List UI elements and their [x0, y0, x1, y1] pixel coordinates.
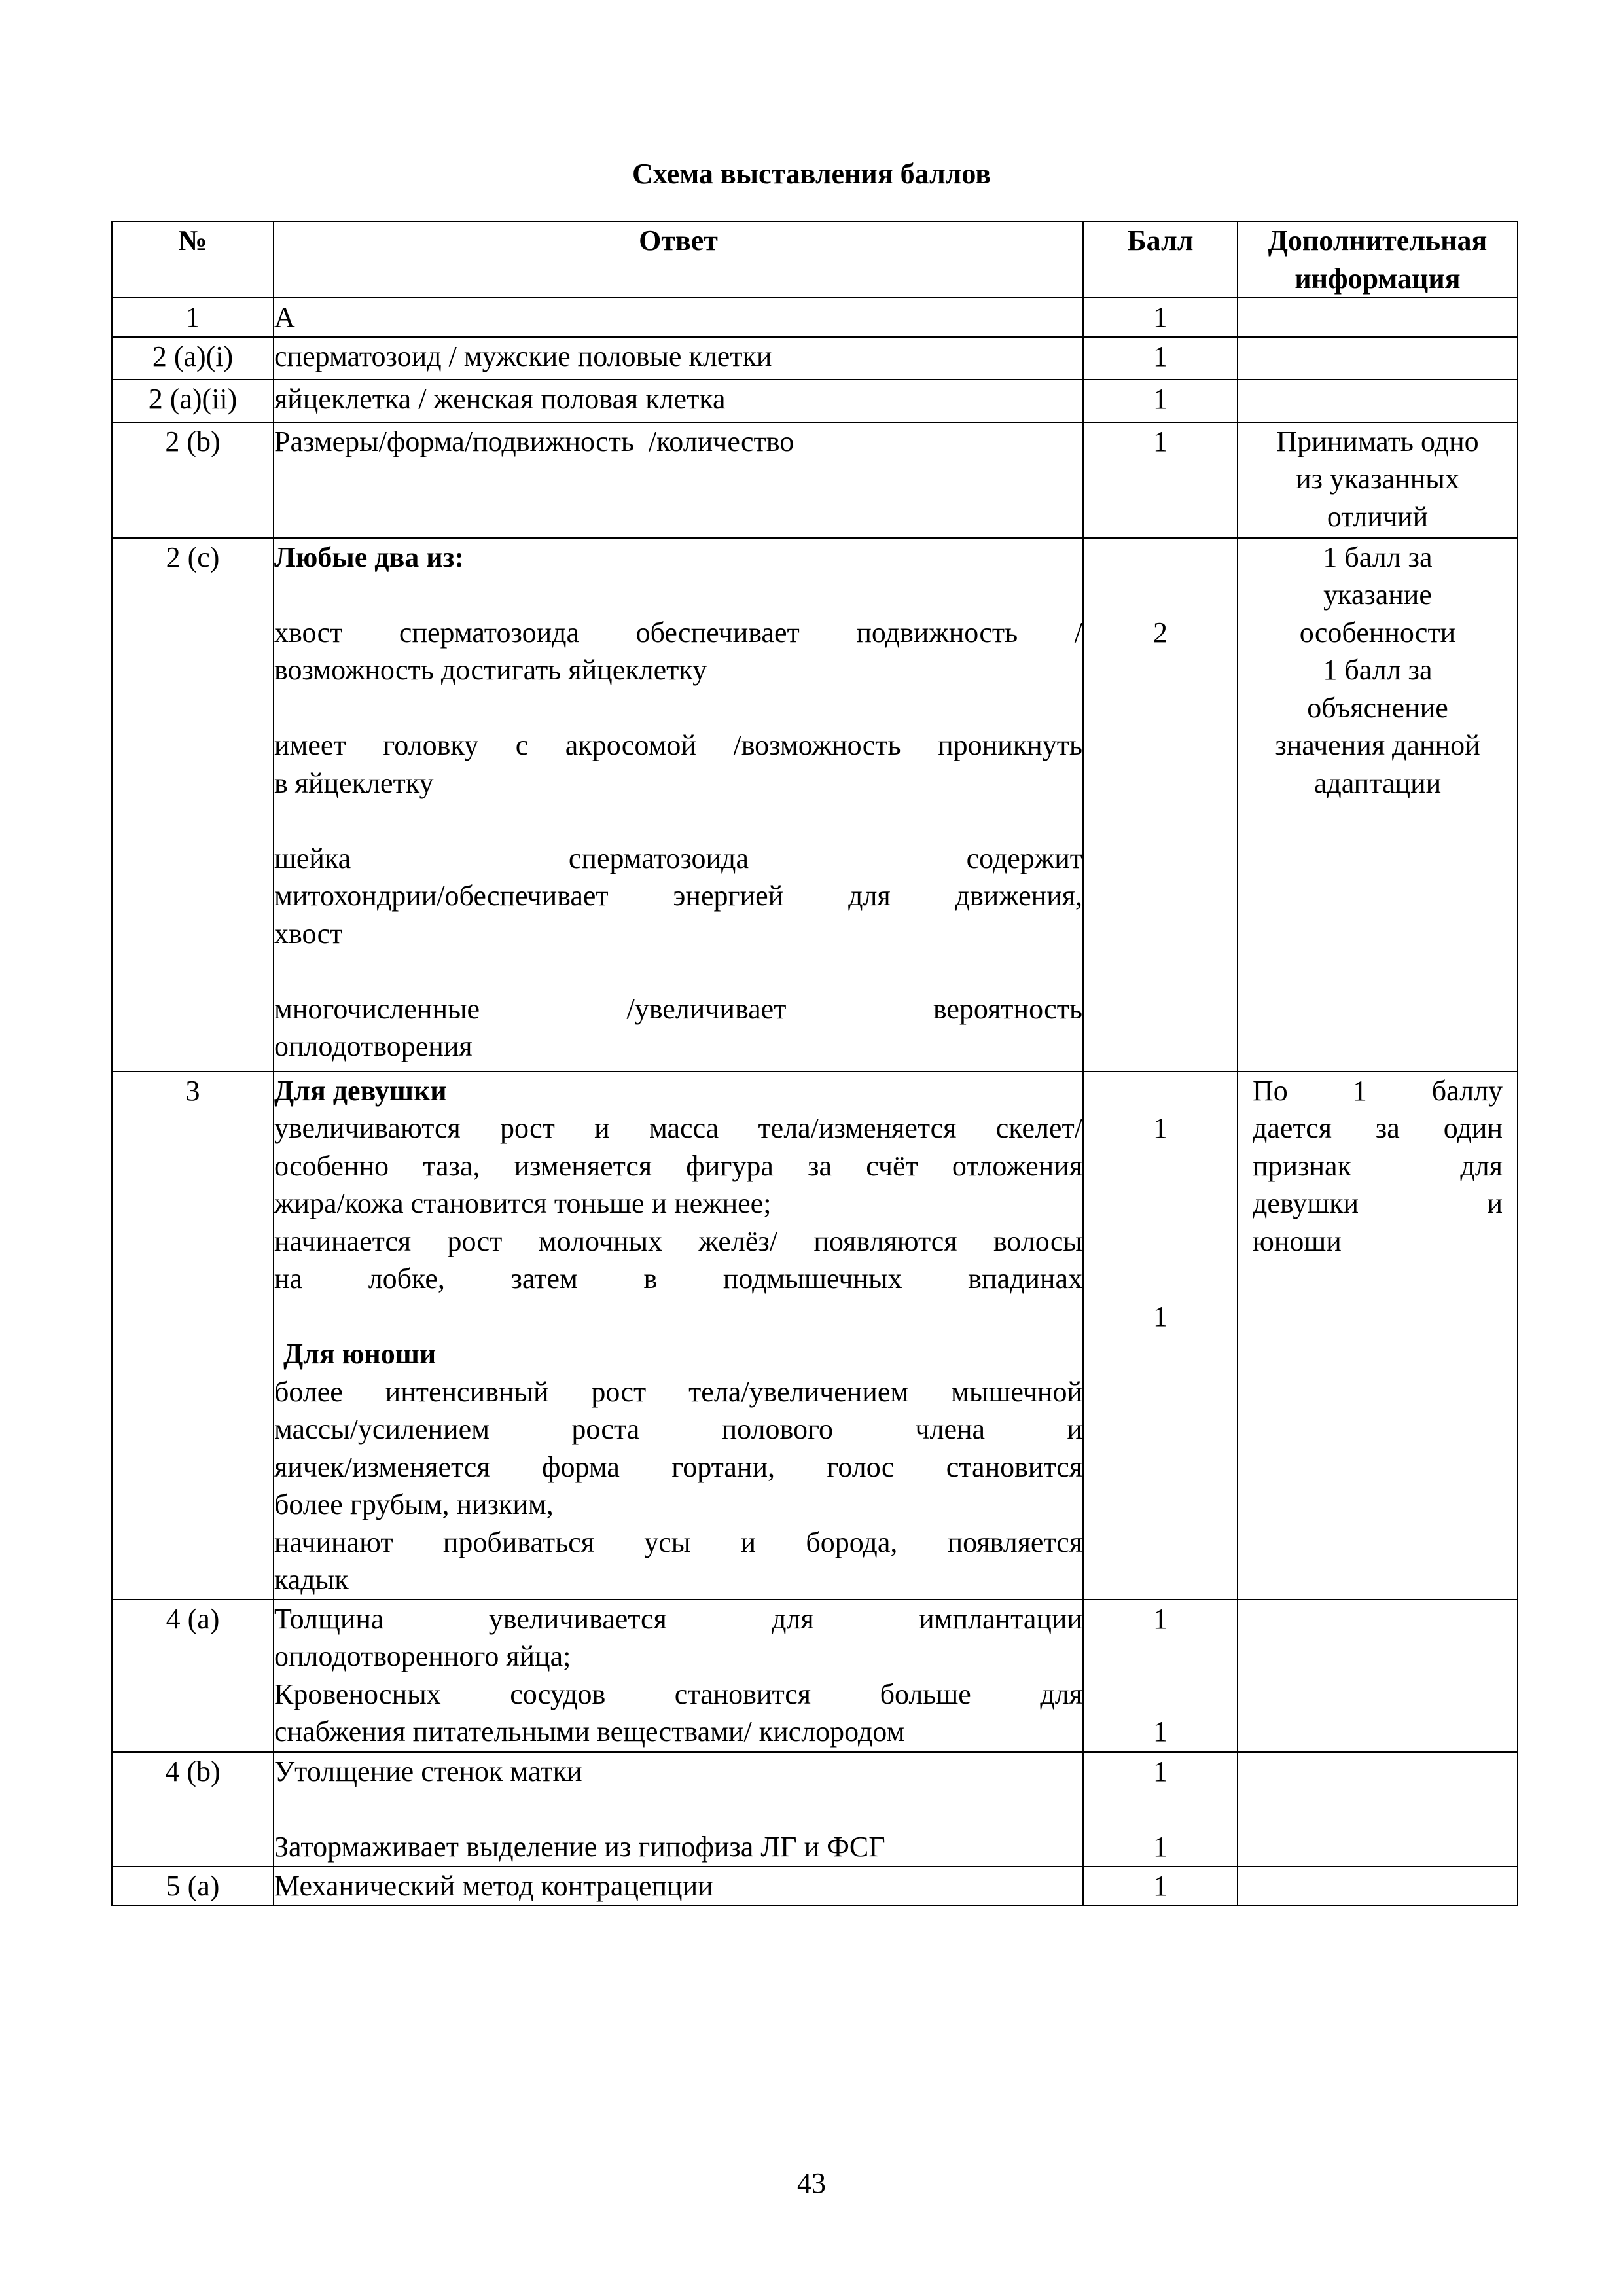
answer-line: митохондрии/обеспечивает энергией для движения,	[274, 880, 1082, 912]
answer-cell: Размеры/форма/подвижность /количество	[274, 422, 1083, 538]
info-cell	[1238, 1600, 1518, 1752]
table-row	[112, 422, 1518, 538]
answer-line: хвост сперматозоида обеспечивает подвижность /	[274, 616, 1082, 649]
points-cell: 1	[1083, 337, 1238, 380]
answer-line: более грубым, низким,	[274, 1488, 554, 1520]
question-number: 1	[112, 298, 274, 337]
points-value: 2	[1153, 616, 1168, 649]
info-line: По 1 баллу	[1253, 1074, 1503, 1107]
answer-cell	[274, 1752, 1083, 1867]
points-cell: 1	[1083, 380, 1238, 422]
answer-heading: Для девушки	[274, 1074, 447, 1107]
answer-cell: сперматозоид / мужские половые клетки	[274, 337, 1083, 380]
answer-line: Затормаживает выделение из гипофиза ЛГ и ФСГ	[274, 1830, 885, 1863]
answer-cell: яйцеклетка / женская половая клетка	[274, 380, 1083, 422]
answer-line: имеет головку с акросомой /возможность проникнуть	[274, 729, 1082, 761]
points-cell: 1	[1083, 298, 1238, 337]
question-number: 2 (a)(i)	[112, 337, 274, 380]
page-number: 43	[797, 2167, 826, 2199]
points-value: 1	[1153, 1715, 1168, 1748]
answer-cell	[274, 1600, 1083, 1752]
answer-cell	[274, 1071, 1083, 1600]
answer-line: возможность достигать яйцеклетку	[274, 654, 707, 686]
question-number: 2 (c)	[112, 538, 274, 1071]
info-line: 1 балл за	[1323, 541, 1433, 573]
header-info-line: информация	[1294, 262, 1461, 295]
table-row	[112, 1752, 1518, 1867]
info-line: 1 балл за	[1323, 654, 1433, 686]
answer-heading: Для юноши	[283, 1338, 437, 1370]
answer-line: жира/кожа становится тоньше и нежнее;	[274, 1187, 772, 1219]
answer-line: особенно таза, изменяется фигура за счёт отложения	[274, 1149, 1082, 1182]
table-row	[112, 298, 1518, 337]
question-number: 4 (a)	[112, 1600, 274, 1752]
info-line: дается за один	[1253, 1112, 1503, 1144]
info-cell	[1238, 422, 1518, 538]
answer-line: кадык	[274, 1564, 349, 1596]
table-header-row	[112, 221, 1518, 298]
answer-line: начинается рост молочных желёз/ появляются волосы	[274, 1225, 1082, 1257]
points-cell: 1	[1083, 422, 1238, 538]
points-value: 1	[1153, 1112, 1168, 1144]
table-row	[112, 1071, 1518, 1600]
info-line: юноши	[1253, 1225, 1342, 1257]
answer-cell: A	[274, 298, 1083, 337]
info-line: значения данной	[1275, 729, 1480, 761]
header-points: Балл	[1083, 221, 1238, 298]
points-cell	[1083, 1600, 1238, 1752]
question-number: 2 (a)(ii)	[112, 380, 274, 422]
answer-line: многочисленные /увеличивает вероятность	[274, 992, 1082, 1025]
header-answer: Ответ	[274, 221, 1083, 298]
info-line: особенности	[1299, 616, 1456, 649]
info-line: объяснение	[1307, 691, 1448, 724]
header-additional-info	[1238, 221, 1518, 298]
points-value: 1	[1153, 1755, 1168, 1787]
answer-line: более интенсивный рост тела/увеличением мышечной	[274, 1375, 1082, 1408]
answer-line: снабжения питательными веществами/ кислородом	[274, 1715, 905, 1748]
points-value: 1	[1153, 1602, 1168, 1635]
answer-line: увеличиваются рост и масса тела/изменяется скелет/	[274, 1112, 1082, 1144]
points-value: 1	[1153, 1830, 1168, 1863]
points-cell	[1083, 1752, 1238, 1867]
answer-line: оплодотворения	[274, 1030, 473, 1062]
answer-line: оплодотворенного яйца;	[274, 1640, 571, 1672]
answer-line: массы/усилением роста полового члена и	[274, 1413, 1082, 1445]
points-cell	[1083, 538, 1238, 1071]
answer-line: Утолщение стенок матки	[274, 1755, 582, 1787]
info-cell	[1238, 1071, 1518, 1600]
info-cell	[1238, 337, 1518, 380]
table-row	[112, 380, 1518, 422]
info-cell	[1238, 1752, 1518, 1867]
info-cell	[1238, 538, 1518, 1071]
points-cell	[1083, 1071, 1238, 1600]
info-line: Принимать одно	[1276, 425, 1479, 457]
scoring-table	[111, 221, 1518, 1906]
table-row	[112, 1600, 1518, 1752]
info-cell	[1238, 380, 1518, 422]
answer-heading: Любые два из:	[274, 541, 464, 573]
table-row	[112, 337, 1518, 380]
info-line: девушки и	[1253, 1187, 1503, 1219]
header-info-line: Дополнительная	[1268, 224, 1488, 257]
answer-line: шейка сперматозоида содержит	[274, 842, 1082, 874]
info-line: указание	[1323, 579, 1432, 611]
answer-line: на лобке, затем в подмышечных впадинах	[274, 1263, 1082, 1295]
info-cell	[1238, 298, 1518, 337]
info-line: адаптации	[1313, 766, 1442, 799]
answer-line: Кровеносных сосудов становится больше для	[274, 1677, 1082, 1710]
points-cell: 1	[1083, 1867, 1238, 1906]
question-number: 2 (b)	[112, 422, 274, 538]
answer-line: начинают пробиваться усы и борода, появляется	[274, 1526, 1082, 1558]
answer-line: яичек/изменяется форма гортани, голос становится	[274, 1450, 1082, 1483]
info-line: отличий	[1327, 500, 1429, 533]
answer-cell: Механический метод контрацепции	[274, 1867, 1083, 1906]
answer-line: Толщина увеличивается для имплантации	[274, 1602, 1082, 1635]
question-number: 4 (b)	[112, 1752, 274, 1867]
answer-cell	[274, 538, 1083, 1071]
question-number: 3	[112, 1071, 274, 1600]
info-line: из указанных	[1296, 463, 1459, 495]
document-title: Схема выставления баллов	[632, 158, 991, 190]
table-row	[112, 538, 1518, 1071]
question-number: 5 (a)	[112, 1867, 274, 1906]
table-row	[112, 1867, 1518, 1906]
info-line: признак для	[1253, 1149, 1503, 1182]
info-cell	[1238, 1867, 1518, 1906]
points-value: 1	[1153, 1300, 1168, 1333]
answer-line: хвост	[274, 917, 343, 950]
header-number: №	[112, 221, 274, 298]
answer-line: в яйцеклетку	[274, 766, 434, 799]
